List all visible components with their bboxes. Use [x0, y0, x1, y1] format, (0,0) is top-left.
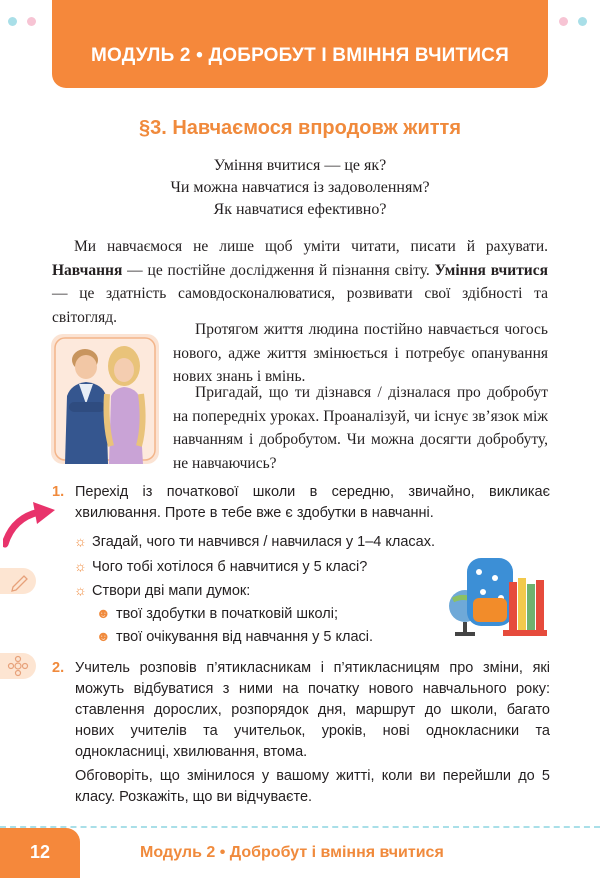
- task-1-item-2: [74, 556, 367, 578]
- intro-text: — це постійне дослідження й пізнання світу.: [122, 261, 435, 279]
- task-1-subitem-2: [96, 626, 373, 648]
- footer-divider: [0, 826, 600, 828]
- lesson-title: §3. Навчаємося впродовж життя: [138, 117, 462, 139]
- task-1-text: Перехід із початкової школи в середню, звичайно, викликає хвилювання. Проте в тебе вже є здобутки в навчанні.: [75, 484, 550, 521]
- sun-icon: ☼: [74, 558, 87, 574]
- intro-paragraph-3: Пригадай, що ти дізнався / дізналася про добробут на попередніх уроках. Проаналізуй, чи існує зв’язок між навчанням і добробутом. Чи можна досягти добробуту, не навчаючись?: [173, 384, 548, 472]
- task-2-text-2: Обговоріть, що змінилося у вашому житті, коли ви перейшли до 5 класу. Розкажіть, що ви відчуваєте.: [75, 768, 550, 805]
- term-learning-skill: Уміння вчитися: [434, 261, 548, 279]
- backpack-illustration: [443, 548, 549, 640]
- item-text: Чого тобі хотілося б навчитися у 5 класі?: [92, 559, 368, 575]
- intro-paragraph-2: Протягом життя людина постійно навчається чогось нового, адже життя змінюється і потребує опанування нових знань і вмінь.: [173, 321, 548, 385]
- footer-module-title: Модуль 2 • Добробут і вміння вчитися: [140, 844, 444, 861]
- task-2-text: Учитель розповів п’ятикласникам і п’ятикласницям про зміни, які можуть відбуватися з ними на початку нового навчального року: ставлення дорослих, розпорядок дня, маршрут до школи, багато нових учителів та учительок, уроків, нові однокласники та однокласниці, хвилювання, втома.: [75, 660, 550, 760]
- question-3: Як навчатися ефективно?: [213, 201, 387, 218]
- page-number: 12: [29, 842, 51, 862]
- flower-icon: [0, 653, 36, 679]
- item-text: Створи дві мапи думок:: [92, 583, 251, 599]
- decorative-dot: [559, 17, 568, 26]
- module-title: МОДУЛЬ 2 • ДОБРОБУТ І ВМІННЯ ВЧИТИСЯ: [91, 45, 509, 66]
- curved-arrow-icon: [3, 500, 59, 548]
- decorative-dot: [8, 17, 17, 26]
- lesson-questions: [0, 155, 600, 221]
- decorative-dot: [578, 17, 587, 26]
- task-1-subitem-1: [96, 603, 338, 625]
- question-2: Чи можна навчатися із задоволенням?: [170, 179, 430, 196]
- task-1-item-3: [74, 580, 250, 602]
- item-text: Згадай, чого ти навчився / навчилася у 1–4 класах.: [92, 534, 435, 550]
- intro-paragraph: [52, 235, 548, 329]
- sun-icon: ☼: [74, 582, 87, 598]
- task-1-item-1: [74, 531, 435, 553]
- smile-icon: ☻: [96, 628, 111, 644]
- sun-icon: ☼: [74, 533, 87, 549]
- intro-text: — це здатність самовдосконалюватися, розвивати свої здібності та світогляд.: [52, 285, 548, 326]
- task-2-number: 2.: [52, 660, 65, 676]
- task-1-number: 1.: [52, 484, 65, 500]
- page-number-box: [0, 828, 80, 878]
- item-text: твої очікування від навчання у 5 класі.: [116, 629, 374, 645]
- smile-icon: ☻: [96, 605, 111, 621]
- intro-text: Ми навчаємося не лише щоб уміти читати, писати й рахувати.: [74, 238, 548, 255]
- children-photo: [51, 334, 159, 464]
- pencil-icon: [0, 568, 36, 594]
- module-banner: [52, 0, 548, 88]
- question-1: Уміння вчитися — це як?: [213, 157, 387, 174]
- decorative-dot: [27, 17, 36, 26]
- item-text: твої здобутки в початковій школі;: [116, 606, 338, 622]
- term-learning: Навчання: [52, 261, 123, 279]
